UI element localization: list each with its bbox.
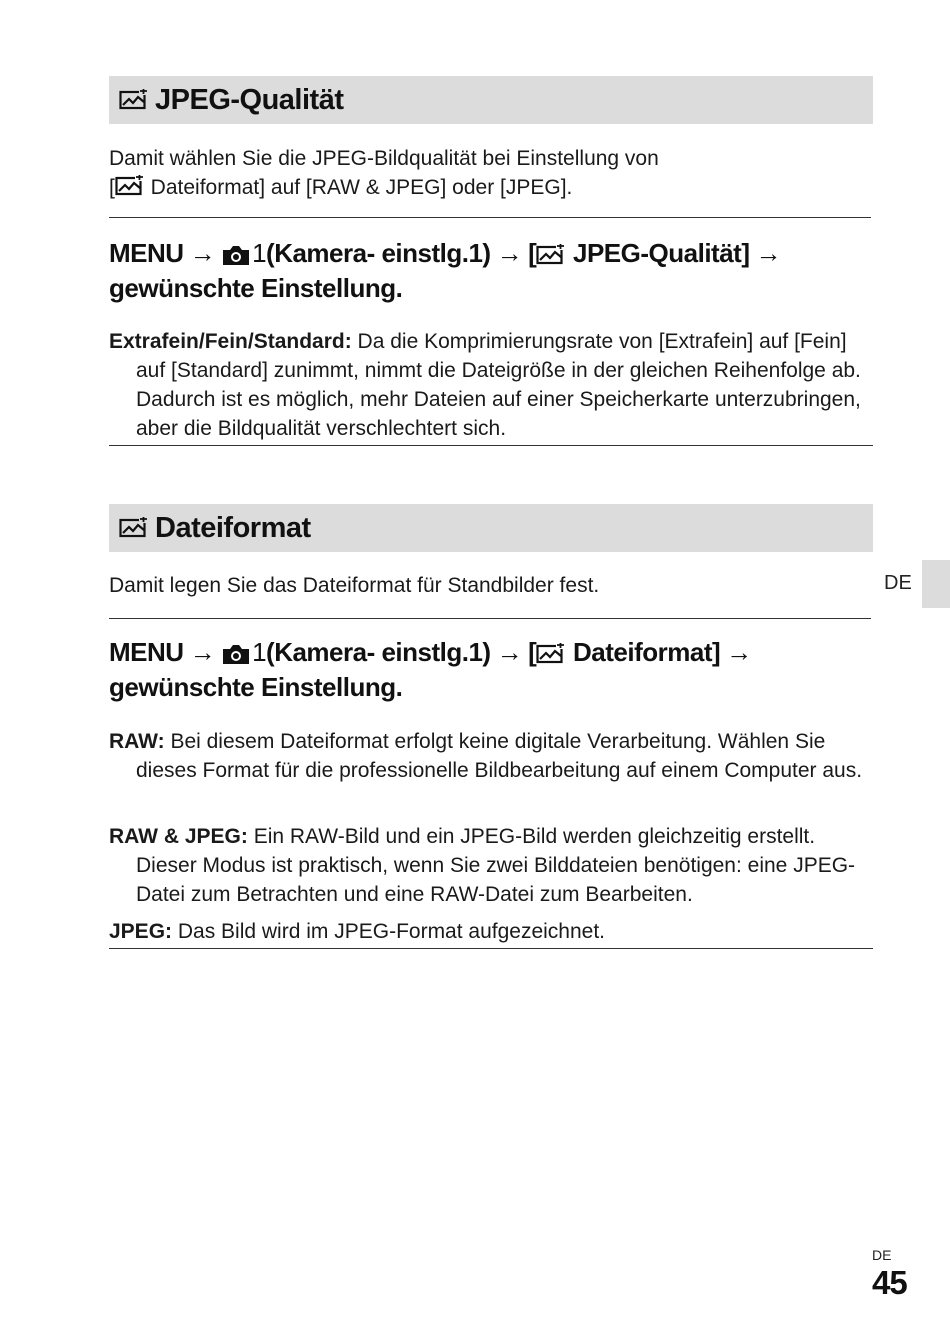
- definition-text: Ein RAW-Bild und ein JPEG-Bild werden gleichzeitig erstellt. Dieser Modus ist praktisch, wenn Sie zwei Bilddateien benötigen: eine JPEG-Datei zum Betrachten und eine RAW-Datei zum Bearbeiten.: [136, 825, 856, 906]
- section-heading-jpeg-quality: [109, 76, 873, 124]
- menu-item-label: JPEG-Qualität]: [566, 238, 750, 268]
- menu-word: MENU: [109, 637, 184, 667]
- definition-term: RAW:: [109, 730, 165, 753]
- still-image-icon: [119, 517, 149, 539]
- section-intro: Damit legen Sie das Dateiformat für Standbilder fest.: [109, 574, 600, 597]
- menu-path-line: [109, 635, 873, 670]
- camera-menu-number: 1: [252, 238, 267, 268]
- camera-icon: [221, 643, 251, 665]
- arrow-icon: →: [755, 238, 781, 268]
- arrow-icon: →: [189, 637, 216, 667]
- still-image-icon: [536, 244, 566, 266]
- arrow-icon: →: [496, 637, 523, 667]
- menu-path: [109, 236, 873, 306]
- menu-path-line: gewünschte Einstellung.: [109, 672, 403, 702]
- section-intro: [109, 144, 873, 202]
- still-image-icon: [119, 89, 149, 111]
- intro-text: Dateiformat] auf [RAW & JPEG] oder [JPEG].: [144, 176, 573, 199]
- menu-item-label: Dateiformat]: [566, 637, 721, 667]
- definition-item: [109, 822, 873, 909]
- divider: [109, 217, 871, 218]
- page-number: 45: [872, 1264, 907, 1301]
- menu-word: MENU: [109, 238, 184, 268]
- definition-term: JPEG:: [109, 920, 173, 943]
- section-heading-file-format: [109, 504, 873, 552]
- definition-term: Extrafein/Fein/Standard:: [109, 330, 352, 353]
- divider: [109, 948, 873, 949]
- definition-term: RAW & JPEG:: [109, 825, 248, 848]
- still-image-icon: [115, 175, 145, 197]
- still-image-icon: [536, 643, 566, 665]
- intro-line: [109, 173, 873, 202]
- definition-text: Da die Komprimierungsrate von [Extrafein] auf [Fein] auf [Standard] zunimmt, nimmt die Dateigröße in der gleichen Reihenfolge ab. Dadurch ist es möglich, mehr Dateien auf einer Speicherkarte unterzubringen, aber die Bildqualität verschlechtert sich.: [136, 330, 861, 440]
- language-tab-label: DE: [884, 572, 912, 594]
- bracket: [: [528, 637, 537, 667]
- definition-text: Das Bild wird im JPEG-Format aufgezeichnet.: [172, 920, 606, 943]
- arrow-icon: →: [189, 238, 216, 268]
- definition-item: [109, 727, 873, 785]
- camera-menu-label: (Kamera- einstlg.1): [266, 637, 491, 667]
- section-title: JPEG-Qualität: [155, 83, 344, 116]
- camera-menu-label: (Kamera- einstlg.1): [266, 238, 491, 268]
- definition-item: [109, 327, 873, 443]
- divider: [109, 445, 873, 446]
- bracket: [: [528, 238, 537, 268]
- arrow-icon: →: [496, 238, 523, 268]
- menu-path-line: gewünschte Einstellung.: [109, 273, 403, 303]
- camera-menu-number: 1: [252, 637, 267, 667]
- language-tab: [922, 560, 950, 608]
- section-title: Dateiformat: [155, 511, 311, 544]
- intro-line: Damit wählen Sie die JPEG-Bildqualität bei Einstellung von: [109, 147, 659, 170]
- camera-icon: [221, 244, 251, 266]
- definition-text: Bei diesem Dateiformat erfolgt keine digitale Verarbeitung. Wählen Sie dieses Format für die professionelle Bildbearbeitung auf einem Computer aus.: [136, 730, 863, 782]
- divider: [109, 618, 871, 619]
- definition-item: [109, 917, 873, 946]
- arrow-icon: →: [726, 637, 752, 667]
- menu-path: [109, 635, 873, 705]
- page-language: DE: [872, 1247, 892, 1263]
- bracket: [: [109, 176, 115, 199]
- menu-path-line: [109, 236, 873, 271]
